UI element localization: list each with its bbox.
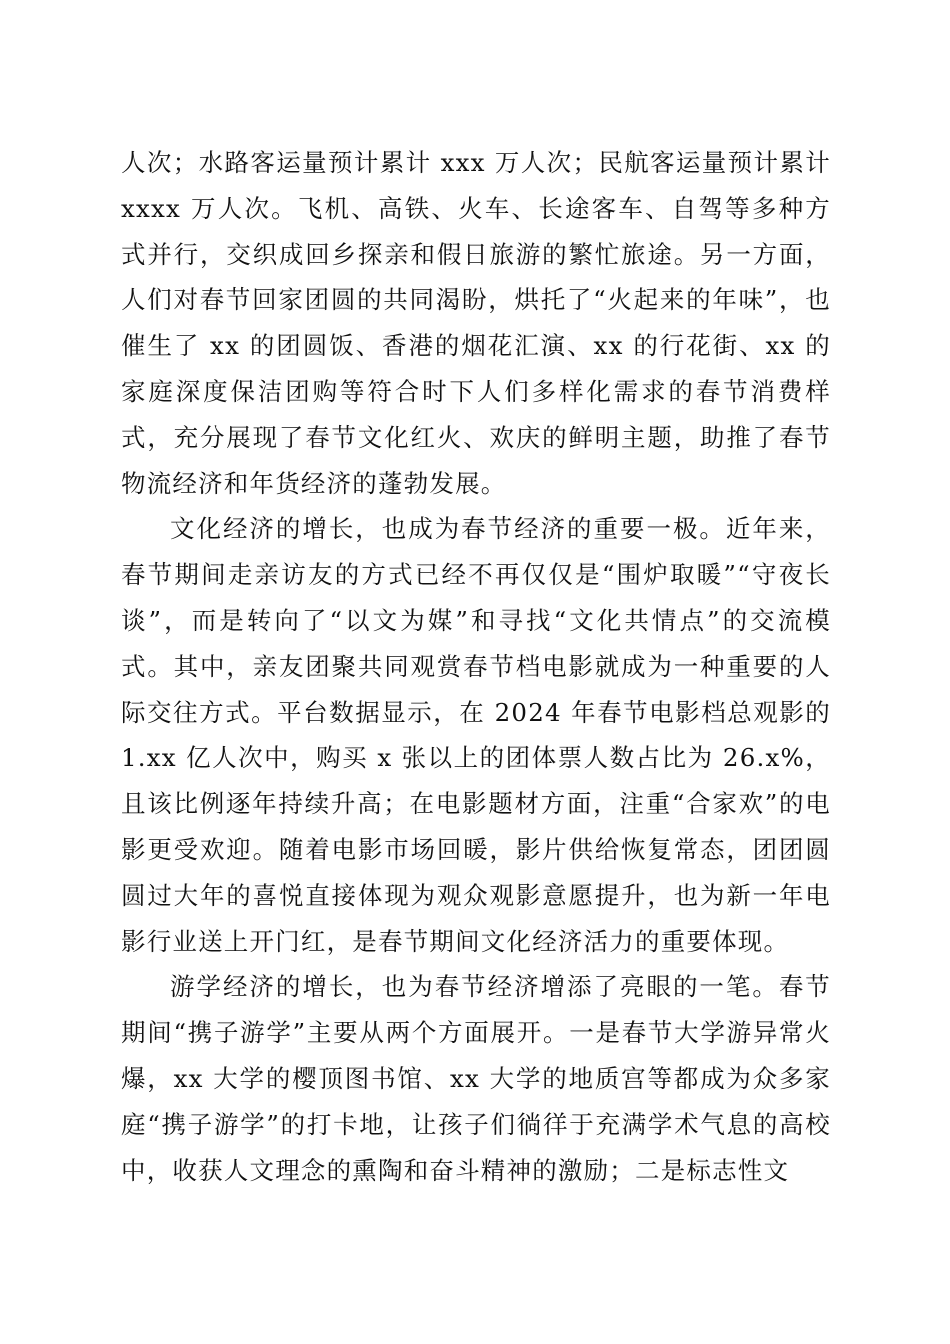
paragraph-2: 文化经济的增长，也成为春节经济的重要一极。近年来，春节期间走亲访友的方式已经不再仅仅是“围炉取暖”“守夜长谈”，而是转向了“以文为媒”和寻找“文化共情点”的交流模式。其中，亲友团聚共同观赏春节档电影就成为一种重要的人际交往方式。平台数据显示，在 2024 年春节电影档总观影的 1.xx 亿人次中，购买 x 张以上的团体票人数占比为 26.x%，且该比例逐年持续升高；在电影题材方面，注重“合家欢”的电影更受欢迎。随着电影市场回暖，影片供给恢复常态，团团圆圆过大年的喜悦直接体现为观众观影意愿提升，也为新一年电影行业送上开门红，是春节期间文化经济活力的重要体现。 — [121, 514, 831, 956]
paragraph-1: 人次；水路客运量预计累计 xxx 万人次；民航客运量预计累计 xxxx 万人次。飞机、高铁、火车、长途客车、自驾等多种方式并行，交织成回乡探亲和假日旅游的繁忙旅途。另一方面，人们对春节回家团圆的共同渴盼，烘托了“火起来的年味”，也催生了 xx 的团圆饭、香港的烟花汇演、xx 的行花街、xx 的家庭深度保洁团购等符合时下人们多样化需求的春节消费样式，充分展现了春节文化红火、欢庆的鲜明主题，助推了春节物流经济和年货经济的蓬勃发展。 — [121, 148, 831, 498]
paragraph-3: 游学经济的增长，也为春节经济增添了亮眼的一笔。春节期间“携子游学”主要从两个方面展开。一是春节大学游异常火爆，xx 大学的樱顶图书馆、xx 大学的地质宫等都成为众多家庭“携子游学”的打卡地，让孩子们徜徉于充满学术气息的高校中，收获人文理念的熏陶和奋斗精神的激励；二是标志性文 — [121, 972, 831, 1185]
document-body — [121, 140, 831, 1193]
